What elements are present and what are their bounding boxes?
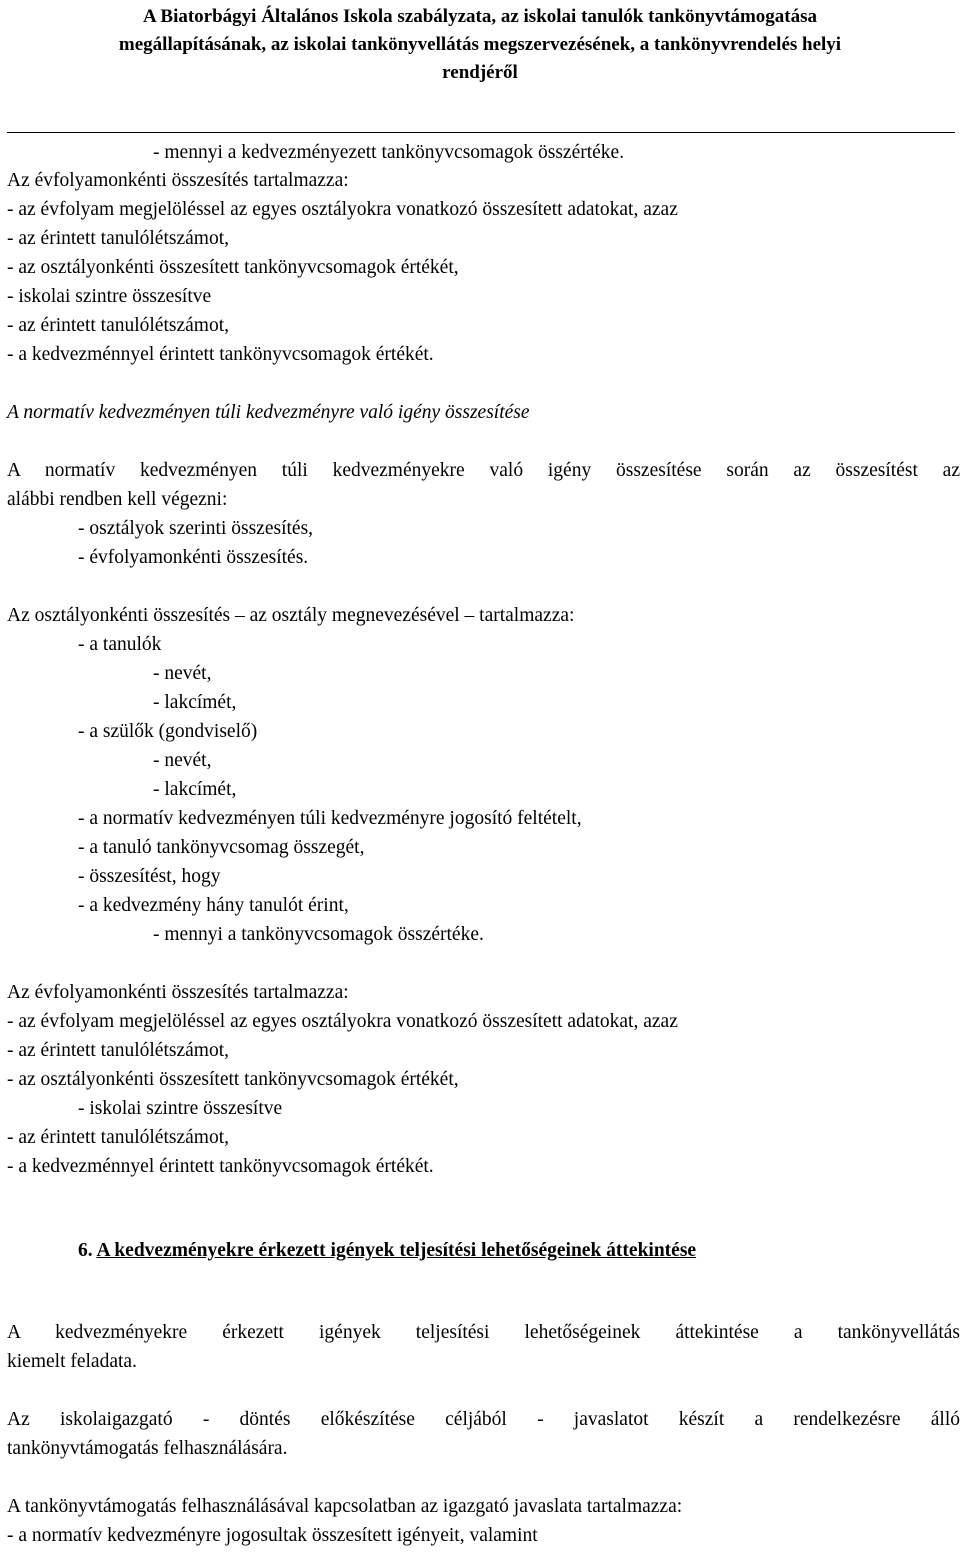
text-line: kiemelt feladata. <box>7 1351 137 1372</box>
text-line: A kedvezményekre érkezett igények teljesítési lehetőségeinek áttekintése a tankönyvellátás <box>7 1322 960 1343</box>
text-line: - mennyi a kedvezményezett tankönyvcsomagok összértéke. <box>153 142 625 163</box>
text-line: - a kedvezmény hány tanulót érint, <box>78 895 349 916</box>
text-line: - az évfolyam megjelöléssel az egyes osztályokra vonatkozó összesített adatokat, azaz <box>7 1011 678 1032</box>
text-line: Az évfolyamonkénti összesítés tartalmazza: <box>7 170 349 191</box>
text-line: - a tanulók <box>78 634 162 655</box>
header-line-2: megállapításának, az iskolai tankönyvellátás megszervezésének, a tankönyvrendelés helyi <box>118 34 842 55</box>
text-line: - az érintett tanulólétszámot, <box>7 1127 229 1148</box>
text-line: - az osztályonkénti összesített tankönyvcsomagok értékét, <box>7 257 459 278</box>
header-line-1: A Biatorbágyi Általános Iskola szabályzata, az iskolai tanulók tankönyvtámogatása <box>142 6 818 27</box>
text-line: - évfolyamonkénti összesítés. <box>78 547 309 568</box>
text-line: - az osztályonkénti összesített tankönyvcsomagok értékét, <box>7 1069 459 1090</box>
text-line: Az osztályonkénti összesítés – az osztály megnevezésével – tartalmazza: <box>7 605 575 626</box>
header-divider <box>7 132 955 133</box>
text-line: tankönyvtámogatás felhasználására. <box>7 1438 288 1459</box>
text-line: A normatív kedvezményen túli kedvezményekre való igény összesítése során az összesítést az <box>7 460 960 481</box>
text-line: - az érintett tanulólétszámot, <box>7 1040 229 1061</box>
text-line: - a kedvezménnyel érintett tankönyvcsomagok értékét. <box>7 344 434 365</box>
section-heading <box>78 1238 696 1264</box>
text-line: - az érintett tanulólétszámot, <box>7 228 229 249</box>
text-line: - összesítést, hogy <box>78 866 221 887</box>
text-line: - nevét, <box>153 750 212 771</box>
text-line: - nevét, <box>153 663 212 684</box>
text-line: - a kedvezménnyel érintett tankönyvcsomagok értékét. <box>7 1156 434 1177</box>
section-number: 6. <box>78 1240 93 1261</box>
text-line: - mennyi a tankönyvcsomagok összértéke. <box>153 924 484 945</box>
text-line: Az iskolaigazgató - döntés előkészítése céljából - javaslatot készít a rendelkezésre álló <box>7 1409 960 1430</box>
text-line: - a tanuló tankönyvcsomag összegét, <box>78 837 365 858</box>
text-line: - lakcímét, <box>153 779 237 800</box>
section-title: A kedvezményekre érkezett igények teljesítési lehetőségeinek áttekintése <box>96 1240 697 1261</box>
text-line: Az évfolyamonkénti összesítés tartalmazza: <box>7 982 349 1003</box>
text-line: - a normatív kedvezményen túli kedvezményre jogosító feltételt, <box>78 808 582 829</box>
subsection-heading: A normatív kedvezményen túli kedvezményre való igény összesítése <box>7 402 530 423</box>
text-line: - az érintett tanulólétszámot, <box>7 315 229 336</box>
document-header <box>0 3 960 87</box>
text-line: A tankönyvtámogatás felhasználásával kapcsolatban az igazgató javaslata tartalmazza: <box>7 1496 683 1517</box>
text-line: - iskolai szintre összesítve <box>7 286 212 307</box>
text-line: - a normatív kedvezményre jogosultak összesített igényeit, valamint <box>7 1525 538 1546</box>
text-line: - osztályok szerinti összesítés, <box>78 518 314 539</box>
text-line: - lakcímét, <box>153 692 237 713</box>
text-line: - iskolai szintre összesítve <box>78 1098 283 1119</box>
header-line-3: rendjéről <box>442 62 518 83</box>
text-line: - a szülők (gondviselő) <box>78 721 258 742</box>
text-line: - az évfolyam megjelöléssel az egyes osztályokra vonatkozó összesített adatokat, azaz <box>7 199 678 220</box>
text-line: alábbi rendben kell végezni: <box>7 489 228 510</box>
